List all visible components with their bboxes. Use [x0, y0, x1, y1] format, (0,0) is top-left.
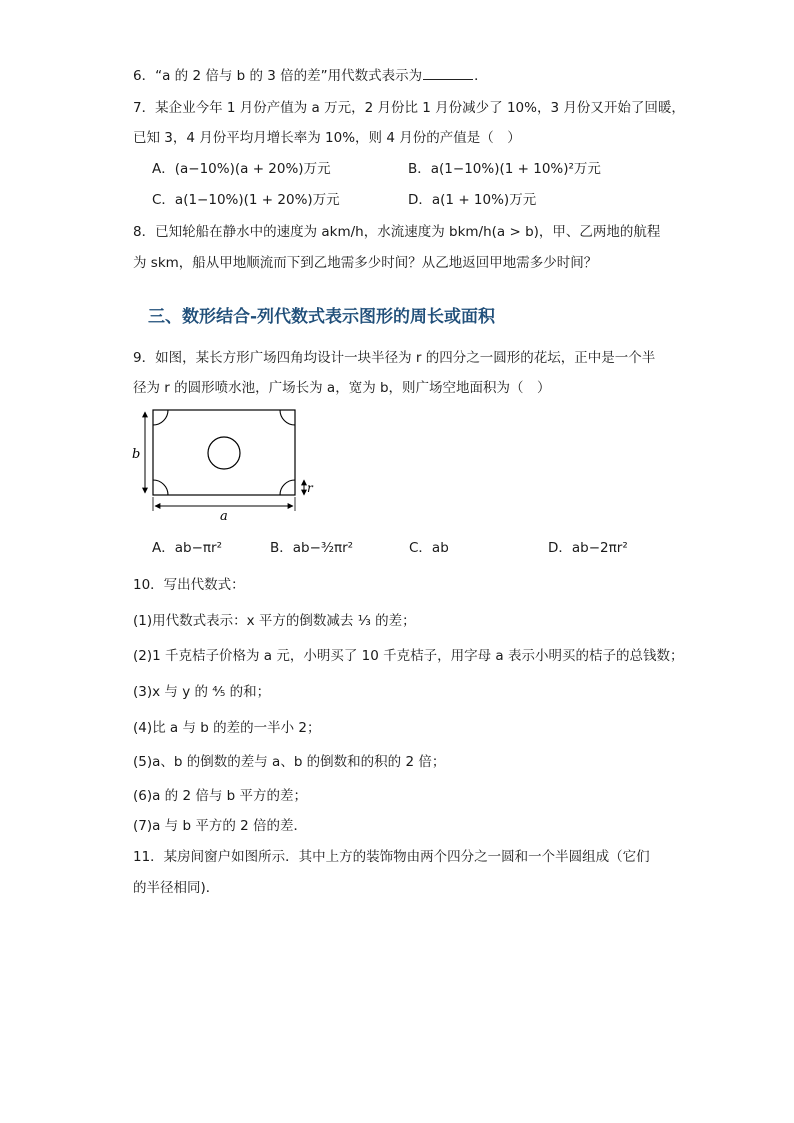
question-10-item-6: (6)a 的 2 倍与 b 平方的差；	[133, 788, 308, 804]
label-b: b	[132, 447, 141, 462]
flowerbed-top-right	[280, 410, 295, 425]
question-9-line-1: 9．如图，某长方形广场四角均设计一块半径为 r 的四分之一圆形的花坛，正中是一个半	[133, 350, 656, 366]
question-10-item-7: (7)a 与 b 平方的 2 倍的差．	[133, 818, 308, 834]
question-8-line-2: 为 skm，船从甲地顺流而下到乙地需多少时间？从乙地返回甲地需多少时间？	[133, 255, 598, 271]
question-7-option-c: C．a(1−10%)(1 + 20%)万元	[152, 192, 340, 208]
question-11-line-2: 的半径相同)．	[133, 880, 220, 896]
question-10-item-4: (4)比 a 与 b 的差的一半小 2；	[133, 720, 321, 736]
question-10-item-2: (2)1 千克桔子价格为 a 元，小明买了 10 千克桔子，用字母 a 表示小明买的桔子的总钱数；	[133, 648, 684, 664]
question-10-item-5: (5)a、b 的倒数的差与 a、b 的倒数和的积的 2 倍；	[133, 754, 446, 770]
flowerbed-top-left	[153, 410, 168, 425]
question-9-option-a: A．ab−πr²	[152, 540, 222, 556]
question-7-line-2: 已知 3，4 月份平均月增长率为 10%，则 4 月份的产值是（ ）	[133, 130, 521, 146]
flowerbed-bottom-left	[153, 480, 168, 495]
plaza-rectangle	[153, 410, 295, 495]
question-8-line-1: 8．已知轮船在静水中的速度为 akm/h，水流速度为 bkm/h(a > b)，甲、乙两地的航程	[133, 224, 661, 240]
question-7-option-a: A．(a−10%)(a + 20%)万元	[152, 161, 331, 177]
label-a: a	[220, 509, 228, 523]
question-11-line-1: 11．某房间窗户如图所示．其中上方的装饰物由两个四分之一圆和一个半圆组成（它们	[133, 849, 650, 865]
question-9-option-c: C．ab	[409, 540, 449, 556]
section-heading: 三、数形结合-列代数式表示图形的周长或面积	[148, 307, 496, 327]
question-10-item-1: (1)用代数式表示：x 平方的倒数减去 ¹⁄₃ 的差；	[133, 613, 416, 629]
question-6-text: 6．“a 的 2 倍与 b 的 3 倍的差”用代数式表示为	[133, 68, 423, 84]
question-7-option-d: D．a(1 + 10%)万元	[408, 192, 537, 208]
question-9-line-2: 径为 r 的圆形喷水池，广场长为 a，宽为 b，则广场空地面积为（ ）	[133, 380, 551, 396]
question-9-option-d: D．ab−2πr²	[548, 540, 628, 556]
question-7-option-b: B．a(1−10%)(1 + 10%)²万元	[408, 161, 601, 177]
label-r: r	[307, 481, 313, 495]
flowerbed-bottom-right	[280, 480, 295, 495]
question-6: 6．“a 的 2 倍与 b 的 3 倍的差”用代数式表示为 ．	[133, 68, 488, 84]
plaza-figure	[128, 405, 328, 523]
question-10-item-3: (3)x 与 y 的 ⁴⁄₅ 的和；	[133, 684, 271, 700]
fountain-circle	[208, 437, 240, 469]
answer-blank[interactable]	[423, 67, 473, 80]
question-10-title: 10．写出代数式：	[133, 577, 245, 593]
question-7-line-1: 7．某企业今年 1 月份产值为 a 万元，2 月份比 1 月份减少了 10%，3 月份又开始了回暖，	[133, 100, 685, 116]
question-9-option-b: B．ab−³⁄₂πr²	[270, 540, 354, 556]
